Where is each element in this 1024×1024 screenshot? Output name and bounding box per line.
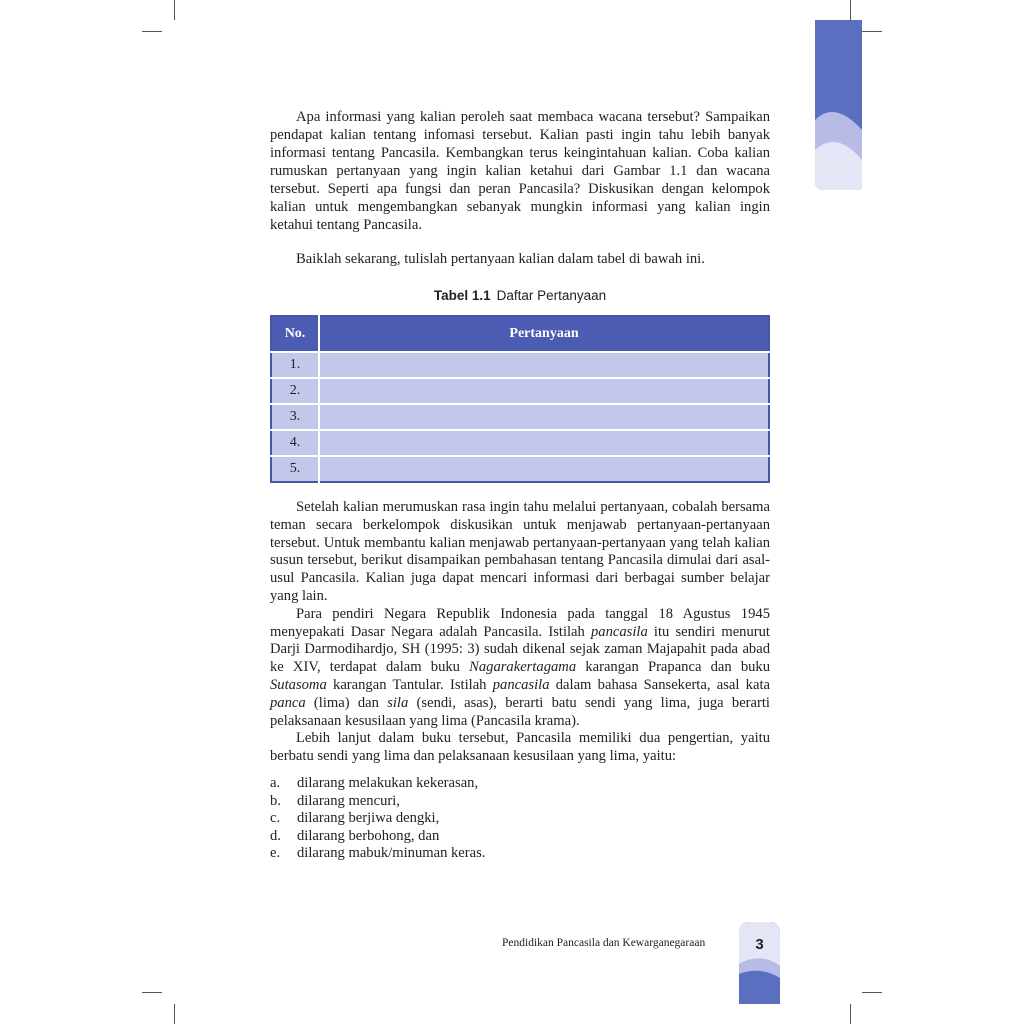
crop-mark <box>862 31 882 32</box>
row-number: 1. <box>271 352 319 378</box>
text-span: karangan Prapanca dan buku <box>576 659 771 676</box>
question-cell[interactable] <box>319 404 769 430</box>
list-item <box>270 793 770 811</box>
crop-mark <box>850 1004 851 1024</box>
body-text <box>270 499 770 766</box>
italic-term: Sutasoma <box>270 676 327 693</box>
row-number: 4. <box>271 430 319 456</box>
row-number: 5. <box>271 456 319 482</box>
italic-term: panca <box>270 694 306 711</box>
question-cell[interactable] <box>319 378 769 404</box>
text-span: itu sendiri menurut Darji Darmodihardjo, SH (1995: 3) sudah dikenal sejak zaman Majapahit pada abad ke XIV, terdapat dalam buku <box>270 623 770 676</box>
list-text: dilarang berbohong, dan <box>297 827 440 844</box>
table-caption-title: Daftar Pertanyaan <box>496 288 607 303</box>
italic-term: sila <box>387 694 409 711</box>
list-item <box>270 810 770 828</box>
text-span: (lima) dan <box>305 694 388 711</box>
list-text: dilarang mabuk/minuman keras. <box>297 845 486 862</box>
crop-mark <box>174 1004 175 1024</box>
list-item <box>270 775 770 793</box>
list-label: d. <box>270 827 281 844</box>
page-number: 3 <box>755 936 764 953</box>
paragraph: Apa informasi yang kalian peroleh saat membaca wacana tersebut? Sampaikan pendapat kalian tentang infomasi tersebut. Kalian pasti ingin tahu lebih banyak informasi tentang Pancasila. Kembangkan terus keingintahuan kalian. Coba kalian rumuskan pertanyaan yang ingin kalian ketahui dari Gambar 1.1 dan wacana tersebut. Seperti apa fungsi dan peran Pancasila? Diskusikan dengan kelompok kalian untuk mengembangkan sebanyak mungkin informasi yang kalian ingin ketahui tentang Pancasila. <box>270 109 770 233</box>
table-row <box>271 404 769 430</box>
table-row <box>271 378 769 404</box>
row-number: 2. <box>271 378 319 404</box>
chapter-side-tab <box>815 20 862 190</box>
table-header-row <box>271 316 769 352</box>
question-cell[interactable] <box>319 430 769 456</box>
list-item <box>270 828 770 846</box>
page-number-tab <box>739 922 780 1004</box>
paragraph: Baiklah sekarang, tulislah pertanyaan kalian dalam tabel di bawah ini. <box>296 251 705 267</box>
question-cell[interactable] <box>319 456 769 482</box>
footer-book-title: Pendidikan Pancasila dan Kewarganegaraan <box>502 937 706 949</box>
table-caption-label: Tabel 1.1 <box>433 288 491 303</box>
prohibition-list <box>270 775 770 863</box>
italic-term: Nagarakertagama <box>469 659 577 676</box>
table-caption <box>270 288 770 303</box>
crop-mark <box>862 992 882 993</box>
list-text: dilarang melakukan kekerasan, <box>297 775 479 791</box>
intro-text <box>270 108 770 268</box>
list-label: e. <box>270 845 281 862</box>
paragraph <box>270 606 770 731</box>
column-header-question: Pertanyaan <box>319 316 769 352</box>
crop-mark <box>142 31 162 32</box>
list-item <box>270 845 770 863</box>
crop-mark <box>850 0 851 20</box>
row-number: 3. <box>271 404 319 430</box>
wave-decoration-icon <box>739 922 780 1004</box>
paragraph: Setelah kalian merumuskan rasa ingin tahu melalui pertanyaan, cobalah bersama teman secara berkelompok diskusikan untuk menjawab pertanyaan-pertanyaan tersebut. Untuk membantu kalian menjawab pertanyaan-pertanyaan yang telah kalian susun tersebut, berikut disampaikan pembahasan tentang Pancasila dimulai dari asal-usul Pancasila. Kalian juga dapat mencari informasi dari berbagai sumber belajar yang lain. <box>270 499 770 604</box>
text-span: (sendi, asas), berarti batu sendi yang lima, juga berarti pelaksanaan kesusilaan yang lima (Pancasila krama). <box>270 694 770 729</box>
list-label: c. <box>270 810 281 827</box>
table-row <box>271 352 769 378</box>
wave-decoration-icon <box>815 20 862 190</box>
text-span: Para pendiri Negara Republik Indonesia pada tanggal 18 Agustus 1945 menyepakati Dasar Negara adalah Pancasila. Istilah <box>270 605 770 640</box>
text-span: karangan Tantular. Istilah <box>326 676 493 693</box>
list-label: b. <box>270 792 281 809</box>
list-label: a. <box>270 775 281 791</box>
text-span: dalam bahasa Sansekerta, asal kata <box>549 676 770 693</box>
table-row <box>271 456 769 482</box>
paragraph: Lebih lanjut dalam buku tersebut, Pancasila memiliki dua pengertian, yaitu berbatu sendi yang lima dan pelaksanaan kesusilaan yang lima, yaitu: <box>270 730 770 765</box>
question-cell[interactable] <box>319 352 769 378</box>
crop-mark <box>142 992 162 993</box>
table-row <box>271 430 769 456</box>
crop-mark <box>174 0 175 20</box>
list-text: dilarang berjiwa dengki, <box>297 810 440 827</box>
question-table <box>270 315 770 483</box>
italic-term: pancasila <box>492 676 550 693</box>
list-text: dilarang mencuri, <box>297 792 400 809</box>
italic-term: pancasila <box>590 623 648 640</box>
column-header-no: No. <box>271 316 319 352</box>
